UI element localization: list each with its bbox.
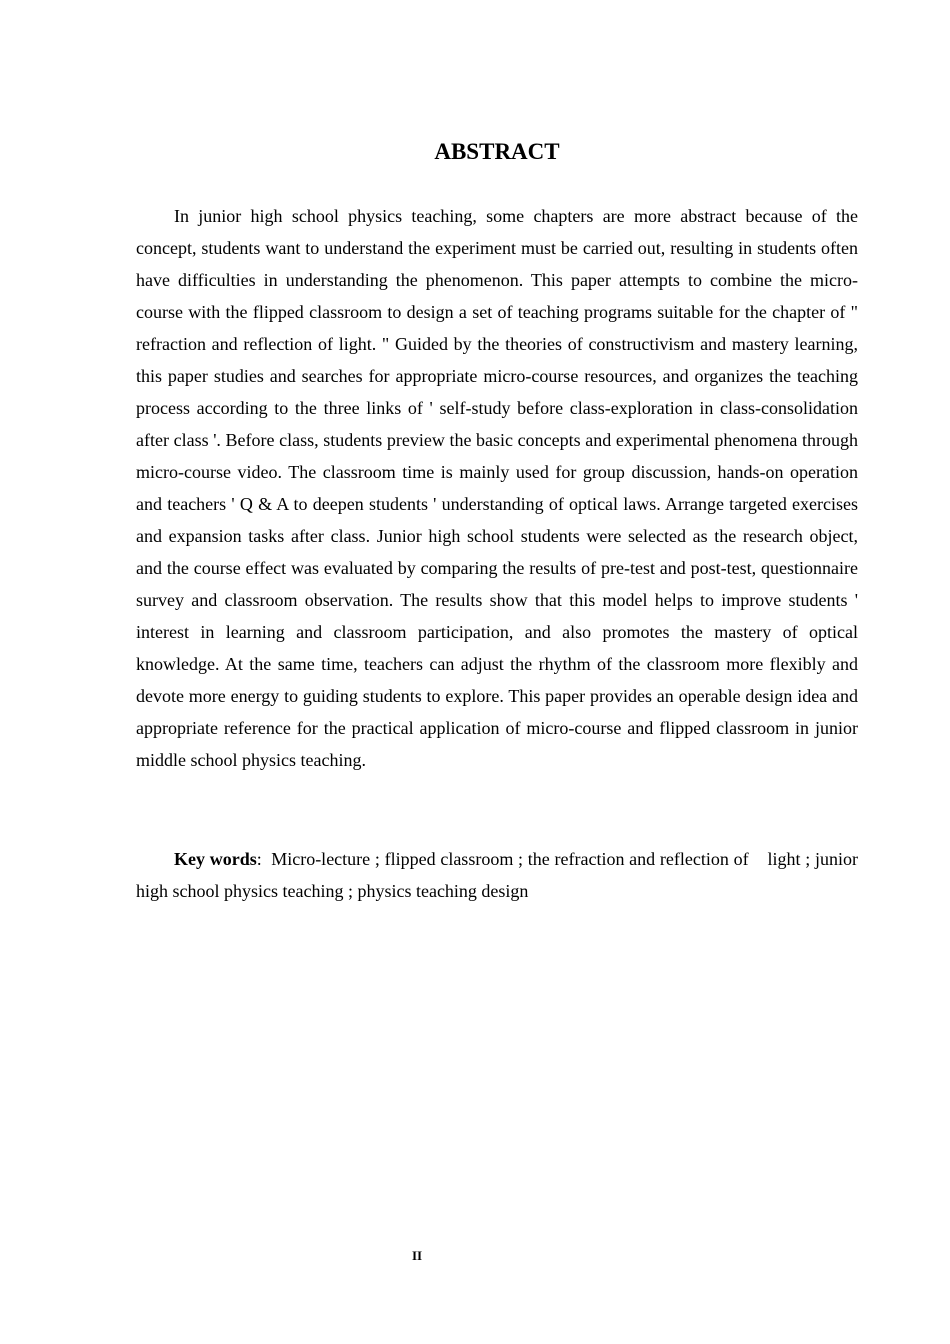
keywords-list: Micro-lecture ; flipped classroom ; the refraction and reflection of light ; junior high school physics teaching ; physics teaching design [136,849,863,901]
keywords-paragraph [136,843,863,907]
page-number: II [411,1248,423,1263]
keywords-separator: : [256,849,272,869]
abstract-body: In junior high school physics teaching, some chapters are more abstract because of the concept, students want to understand the experiment must be carried out, resulting in students often have difficulties in understanding the phenomenon. This paper attempts to combine the micro-course with the flipped classroom to design a set of teaching programs suitable for the chapter of " refraction and reflection of light. " Guided by the theories of constructivism and mastery learning, this paper studies and searches for appropriate micro-course resources, and organizes the teaching process according to the three links of ' self-study before class-exploration in class-consolidation after class '. Before class, students preview the basic concepts and experimental phenomena through micro-course video. The classroom time is mainly used for group discussion, hands-on operation and teachers ' Q & A to deepen students ' understanding of optical laws. Arrange targeted exercises and expansion tasks after class. Junior high school students were selected as the research object, and the course effect was evaluated by comparing the results of pre-test and post-test, questionnaire survey and classroom observation. The results show that this model helps to improve students ' interest in learning and classroom participation, and also promotes the mastery of optical knowledge. At the same time, teachers can adjust the rhythm of the classroom more flexibly and devote more energy to guiding students to explore. This paper provides an operable design idea and appropriate reference for the practical application of micro-course and flipped classroom in junior middle school physics teaching. [136,206,858,770]
abstract-title: ABSTRACT [434,139,560,164]
keywords-label: Key words [174,849,257,869]
